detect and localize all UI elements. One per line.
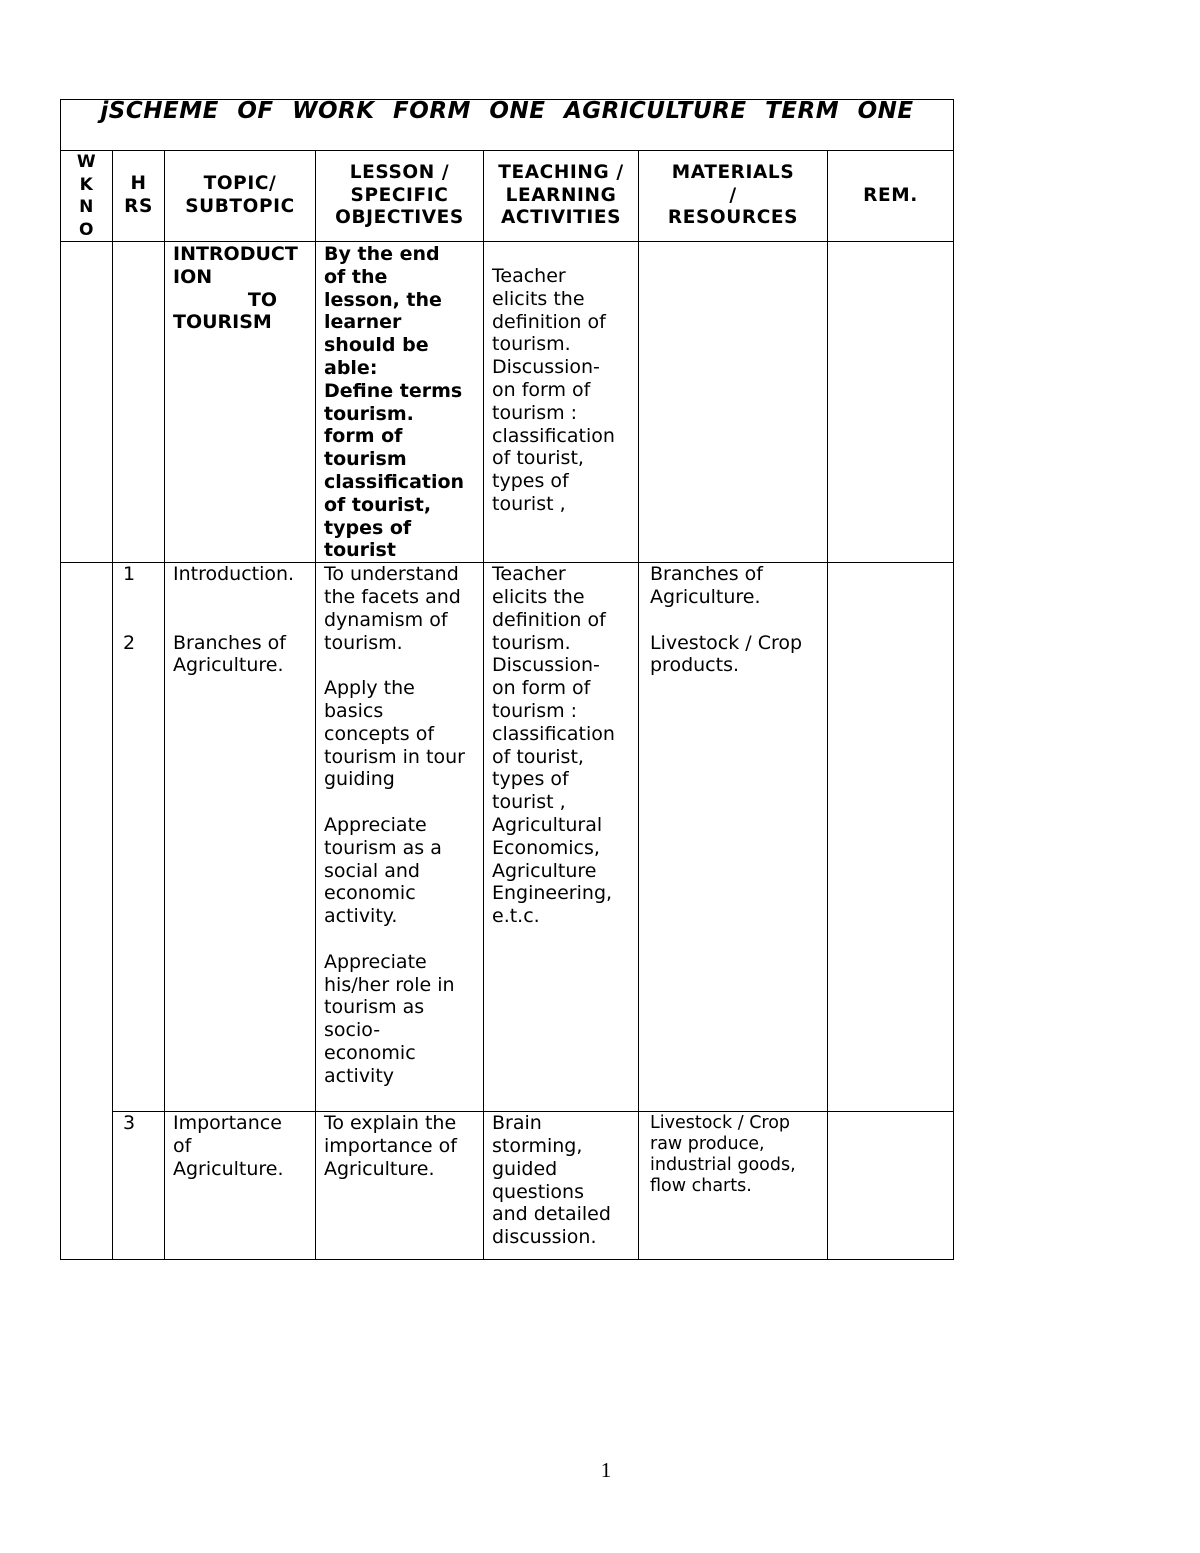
activities-cell: Teacher elicits the definition of tourism. Discussion- on form of tourism : classification of tourist, types of tourist , — [484, 242, 639, 563]
header-remarks: REM. — [828, 151, 954, 242]
header-topic: TOPIC/ SUBTOPIC — [165, 151, 316, 242]
activities-cell: Teacher elicits the definition of tourism. Discussion- on form of tourism : classification of tourist, types of tourist , Agricultural Economics, Agriculture Engineering, e.t.c. — [484, 563, 639, 1112]
page-number: 1 — [600, 1458, 612, 1482]
header-activities: TEACHING / LEARNING ACTIVITIES — [484, 151, 639, 242]
objectives-cell: To explain the importance of Agriculture. — [316, 1112, 484, 1260]
header-wkno: W K N O — [61, 151, 113, 242]
hrs-cell: 3 — [113, 1112, 165, 1260]
table-row — [61, 563, 954, 1112]
materials-cell — [639, 242, 828, 563]
hrs-cell: 1 2 — [113, 563, 165, 1112]
table-row — [61, 242, 954, 563]
topic-cell: INTRODUCT ION TO TOURISM — [165, 242, 316, 563]
hrs-cell — [113, 242, 165, 563]
header-hrs: H RS — [113, 151, 165, 242]
wkno-cell — [61, 242, 113, 563]
remarks-cell — [828, 242, 954, 563]
topic-cell: Introduction. Branches of Agriculture. — [165, 563, 316, 1112]
remarks-cell — [828, 1112, 954, 1260]
wkno-cell — [61, 563, 113, 1260]
remarks-cell — [828, 563, 954, 1112]
topic-cell: Importance of Agriculture. — [165, 1112, 316, 1260]
header-objectives: LESSON / SPECIFIC OBJECTIVES — [316, 151, 484, 242]
table-row — [61, 1112, 954, 1260]
objectives-cell: By the end of the lesson, the learner should be able: Define terms tourism. form of tourism classification of tourist, types of tourist — [316, 242, 484, 563]
title-row — [61, 100, 954, 151]
scheme-of-work-table — [60, 99, 954, 1260]
header-row — [61, 151, 954, 242]
materials-cell: Livestock / Crop raw produce, industrial goods, flow charts. — [639, 1112, 828, 1260]
objectives-cell: To understand the facets and dynamism of tourism. Apply the basics concepts of tourism in tour guiding Appreciate tourism as a social and economic activity. Appreciate his/her role in tourism as socio- economic activity — [316, 563, 484, 1112]
activities-cell: Brain storming, guided questions and detailed discussion. — [484, 1112, 639, 1260]
materials-cell: Branches of Agriculture. Livestock / Crop products. — [639, 563, 828, 1112]
table-title: jSCHEME OF WORK FORM ONE AGRICULTURE TERM ONE — [61, 100, 954, 151]
header-materials: MATERIALS / RESOURCES — [639, 151, 828, 242]
